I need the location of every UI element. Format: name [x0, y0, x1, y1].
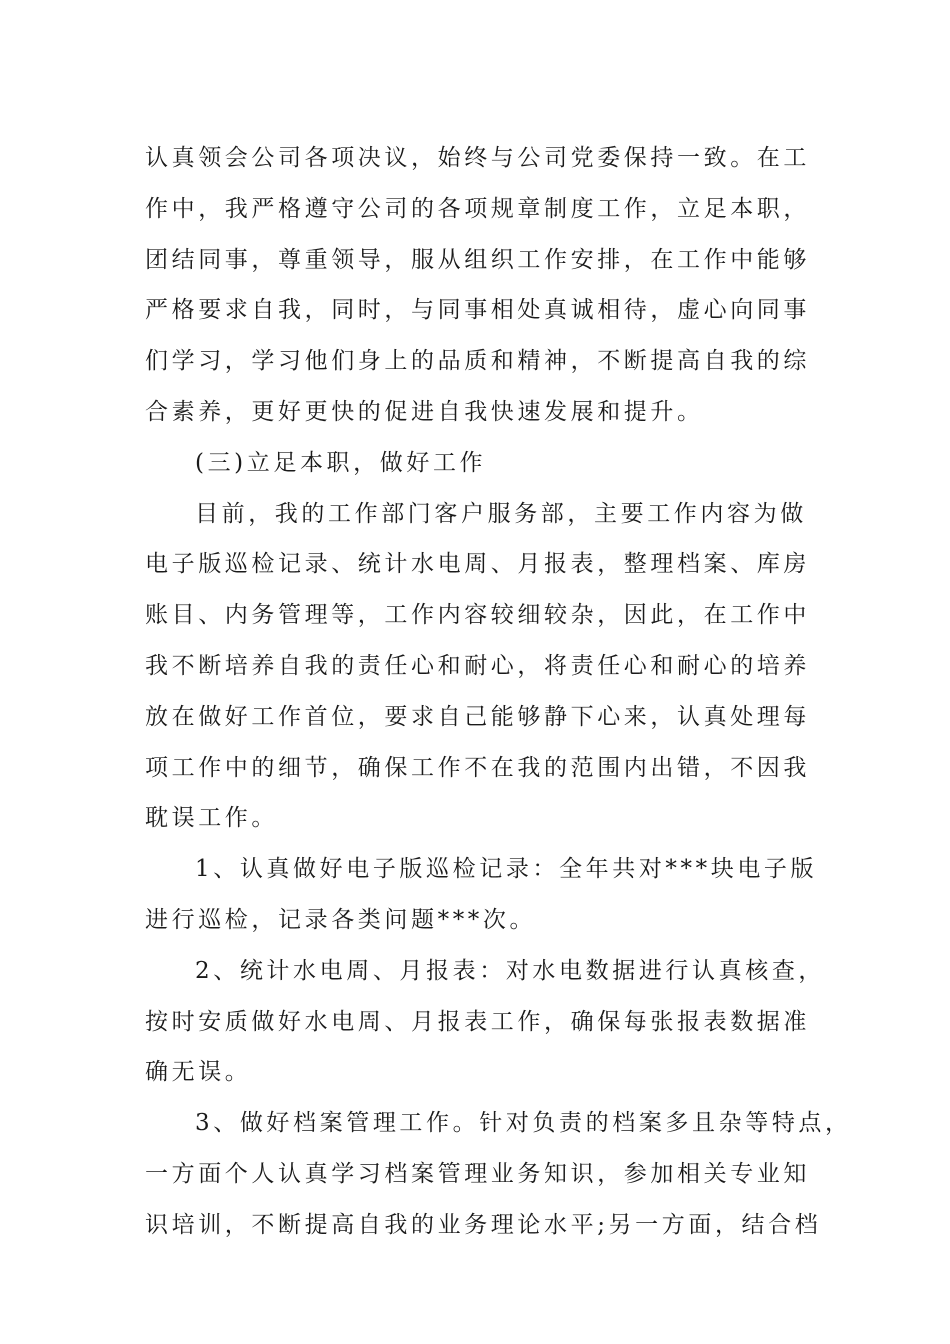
- text-line: 按时安质做好水电周、月报表工作，确保每张报表数据准: [145, 1008, 810, 1035]
- text-line: 团结同事，尊重领导，服从组织工作安排，在工作中能够: [145, 246, 810, 273]
- text-line: 放在做好工作首位，要求自己能够静下心来，认真处理每: [145, 703, 810, 730]
- text-line: 识培训，不断提高自我的业务理论水平;另一方面，结合档: [145, 1211, 822, 1238]
- text-line: 一方面个人认真学习档案管理业务知识，参加相关专业知: [145, 1160, 810, 1187]
- list-item-3-line: 3、做好档案管理工作。针对负责的档案多且杂等特点，: [195, 1110, 852, 1137]
- list-item-2-line: 2、统计水电周、月报表：对水电数据进行认真核查，: [195, 957, 826, 984]
- paragraph-start-line: 目前，我的工作部门客户服务部，主要工作内容为做: [195, 500, 807, 527]
- text-line: 电子版巡检记录、统计水电周、月报表，整理档案、库房: [145, 551, 810, 578]
- text-line: 作中，我严格遵守公司的各项规章制度工作，立足本职，: [145, 195, 810, 222]
- text-line: 进行巡检，记录各类问题***次。: [145, 906, 537, 933]
- text-line: 项工作中的细节，确保工作不在我的范围内出错，不因我: [145, 754, 810, 781]
- text-line: 账目、内务管理等，工作内容较细较杂，因此，在工作中: [145, 602, 810, 629]
- document-body: [145, 133, 852, 1251]
- text-line: 认真领会公司各项决议，始终与公司党委保持一致。在工: [145, 145, 810, 171]
- text-line: 严格要求自我，同时，与同事相处真诚相待，虚心向同事: [145, 297, 810, 324]
- list-item-1-line: 1、认真做好电子版巡检记录：全年共对***块电子版: [195, 856, 818, 883]
- text-line: 确无误。: [145, 1059, 252, 1086]
- text-line: 合素养，更好更快的促进自我快速发展和提升。: [145, 398, 704, 425]
- section-heading: (三)立足本职，做好工作: [195, 449, 487, 476]
- text-line: 我不断培养自我的责任心和耐心，将责任心和耐心的培养: [145, 652, 810, 679]
- text-line: 们学习，学习他们身上的品质和精神，不断提高自我的综: [145, 348, 810, 375]
- text-line: 耽误工作。: [145, 805, 278, 832]
